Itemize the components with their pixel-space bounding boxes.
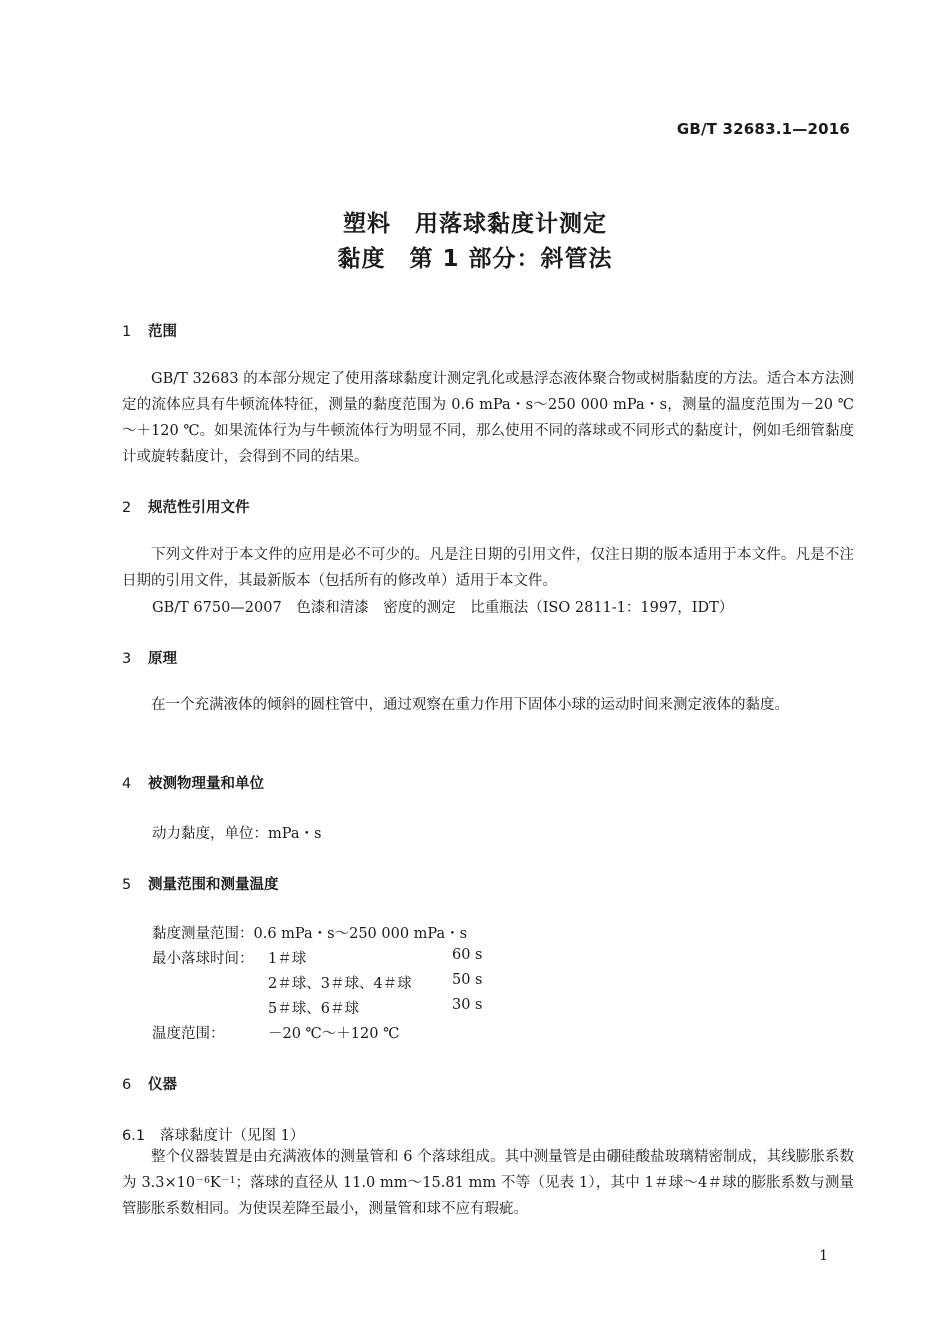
section-3-paragraph: 在一个充满液体的倾斜的圆柱管中，通过观察在重力作用下固体小球的运动时间来测定液体的黏度。 — [151, 697, 789, 713]
viscosity-range-label: 黏度测量范围： — [152, 926, 254, 942]
section-number: 2 — [122, 500, 132, 516]
fall-time-value: 30 s — [452, 997, 483, 1013]
section-number: 5 — [122, 877, 132, 893]
temperature-range-label: 温度范围： — [152, 1026, 225, 1042]
normative-reference: GB/T 6750—2007 色漆和清漆 密度的测定 比重瓶法（ISO 2811-1：1997，IDT） — [152, 600, 734, 616]
section-title: 测量范围和测量温度 — [148, 877, 279, 893]
section-4-unit: 动力黏度，单位：mPa・s — [152, 826, 322, 842]
section-title: 原理 — [148, 651, 177, 667]
fall-time-balls: 2＃球、3＃球、4＃球 — [268, 976, 412, 992]
subsection-title: 落球黏度计（见图 1） — [160, 1128, 305, 1144]
section-title: 被测物理量和单位 — [148, 776, 264, 792]
fall-time-value: 50 s — [452, 972, 483, 988]
subsection-6-1-heading — [122, 1124, 304, 1145]
section-4-heading — [122, 772, 264, 793]
section-2-heading — [122, 496, 250, 517]
section-2-paragraph: 下列文件对于本文件的应用是必不可少的。凡是注日期的引用文件，仅注日期的版本适用于本文件。凡是不注日期的引用文件，其最新版本（包括所有的修改单）适用于本文件。 — [122, 547, 854, 589]
section-5-heading — [122, 873, 279, 894]
section-number: 6 — [122, 1077, 132, 1093]
section-number: 4 — [122, 776, 132, 792]
title-line-2: 黏度 第 1 部分：斜管法 — [337, 246, 613, 272]
fall-time-balls: 5＃球、6＃球 — [268, 1001, 359, 1017]
section-number: 1 — [122, 324, 132, 340]
section-3-heading — [122, 647, 177, 668]
section-1-heading — [122, 320, 177, 341]
paragraph-text: 整个仪器装置是由充满液体的测量管和 6 个落球组成。其中测量管是由硼硅酸盐玻璃精密制成，其线膨胀系数为 3.3×10 — [122, 1149, 854, 1191]
section-title: 仪器 — [148, 1077, 177, 1093]
section-6-heading — [122, 1073, 177, 1094]
exponent: －6 — [195, 1176, 210, 1186]
paragraph-text: ；落球的直径从 11.0 mm～15.81 mm 不等（见表 1），其中 1＃球～4＃球的膨胀系数与测量管膨胀系数相同。为使误差降至最小，测量管和球不应有瑕疵。 — [122, 1175, 854, 1217]
viscosity-range-value: 0.6 mPa・s～250 000 mPa・s — [253, 926, 468, 942]
standard-code: GB/T 32683.1—2016 — [676, 120, 850, 138]
title-line-1: 塑料 用落球黏度计测定 — [343, 211, 607, 237]
fall-time-balls: 1＃球 — [268, 951, 307, 967]
subsection-number: 6.1 — [122, 1128, 146, 1144]
section-1-paragraph: GB/T 32683 的本部分规定了使用落球黏度计测定乳化或悬浮态液体聚合物或树脂黏度的方法。适合本方法测定的流体应具有牛顿流体特征，测量的黏度范围为 0.6 mPa・s～250 000 mPa・s，测量的温度范围为－20 ℃～＋120 ℃。如果流体行为与牛顿流体行为明显不同，那么使用不同的落球或不同形式的黏度计，例如毛细管黏度计或旋转黏度计，会得到不同的结果。 — [122, 371, 854, 465]
subsection-6-1-paragraph — [122, 1144, 854, 1222]
section-number: 3 — [122, 651, 132, 667]
exponent: －1 — [220, 1176, 236, 1186]
fall-time-value: 60 s — [452, 947, 483, 963]
viscosity-range-row — [152, 922, 467, 943]
temperature-range-value: －20 ℃～＋120 ℃ — [268, 1026, 400, 1042]
paragraph-text: K — [209, 1175, 221, 1191]
fall-time-label: 最小落球时间： — [152, 951, 254, 967]
section-title: 范围 — [148, 324, 177, 340]
section-title: 规范性引用文件 — [148, 500, 250, 516]
page-number: 1 — [819, 1248, 828, 1264]
